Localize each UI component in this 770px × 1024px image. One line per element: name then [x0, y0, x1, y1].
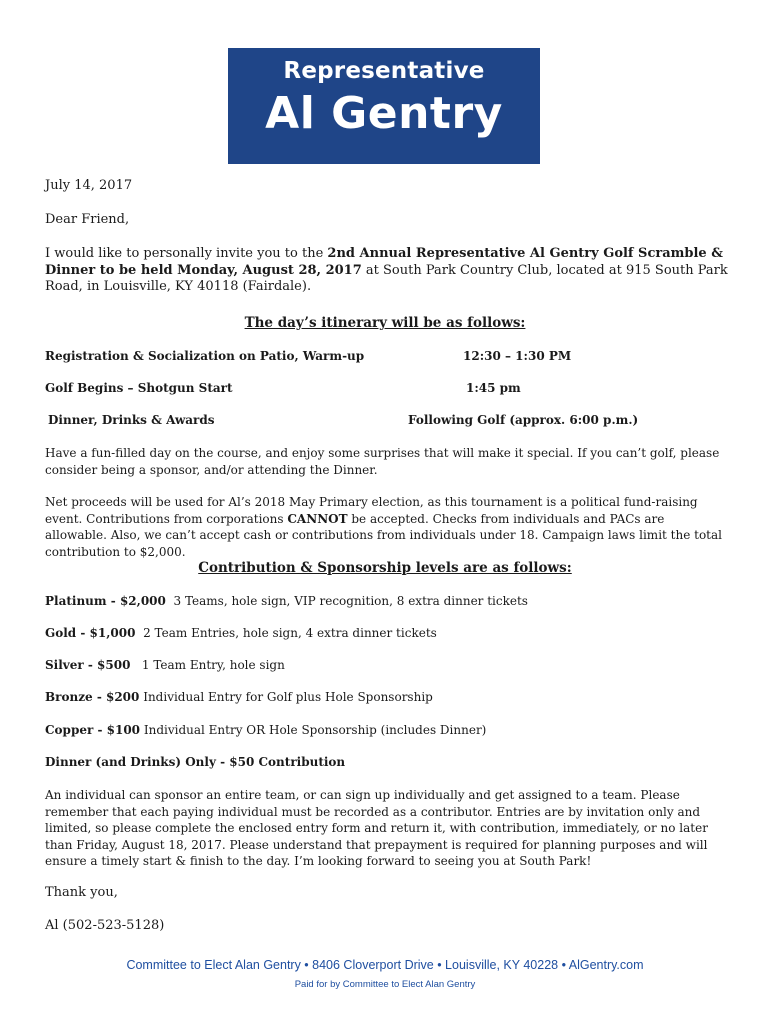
level-name: Bronze - $200 — [45, 690, 140, 704]
footer-paid-for: Paid for by Committee to Elect Alan Gentry — [294, 979, 476, 990]
intro-text-post: at South Park Country Club, located at 915 South Park Road, in Louisville, KY 40118 (Fairdale). — [45, 262, 728, 294]
level-name: Gold - $1,000 — [45, 626, 136, 640]
itinerary-event: Golf Begins – Shotgun Start — [45, 381, 233, 395]
campaign-logo — [228, 48, 540, 164]
logo-line-representative: Representative — [283, 58, 485, 84]
net-text-post: be accepted. Checks from individuals and PACs are allowable. Also, we can’t accept cash or contributions from individuals under 18. Campaign laws limit the total contribution to $2,000. — [45, 511, 722, 559]
level-desc: 2 Team Entries, hole sign, 4 extra dinner tickets — [135, 626, 437, 640]
net-text-bold: CANNOT — [287, 511, 348, 526]
level-desc: 3 Teams, hole sign, VIP recognition, 8 extra dinner tickets — [165, 594, 528, 608]
net-proceeds-paragraph — [45, 494, 730, 560]
level-name: Platinum - $2,000 — [45, 594, 166, 608]
letter-date: July 14, 2017 — [45, 178, 133, 193]
level-desc: Individual Entry for Golf plus Hole Sponsorship — [139, 690, 433, 704]
itinerary-heading: The day’s itinerary will be as follows: — [244, 315, 526, 331]
salutation: Dear Friend, — [45, 212, 130, 227]
net-text-pre: Net proceeds will be used for Al’s 2018 May Primary election, as this tournament is a political fund-raising event. Contributions from corporations — [45, 495, 698, 526]
itinerary-row — [45, 381, 725, 395]
closing: Thank you, — [45, 885, 118, 900]
itinerary-row — [45, 349, 725, 363]
intro-text-pre: I would like to personally invite you to the — [45, 246, 328, 261]
intro-text-bold: 2nd Annual Representative Al Gentry Golf Scramble & Dinner to be held Monday, August 28, 2017 — [45, 246, 723, 278]
level-name: Copper - $100 — [45, 723, 141, 737]
sponsor-paragraph: An individual can sponsor an entire team, or can sign up individually and get assigned to a team. Please remember that each paying individual must be recorded as a contributor. Entries are by invitation only and limited, so please complete the enclosed entry form and return it, with contribution, immediately, or no later than Friday, August 18, 2017. Please understand that prepayment is required for planning purposes and will ensure a timely start & finish to the day. I’m looking forward to seeing you at South Park! — [45, 788, 708, 868]
level-item — [45, 690, 735, 704]
footer-address: Committee to Elect Alan Gentry • 8406 Cloverport Drive • Louisville, KY 40228 • AlGentry.com — [126, 958, 644, 972]
level-item — [45, 626, 735, 640]
itinerary-event: Registration & Socialization on Patio, Warm-up — [45, 349, 365, 363]
itinerary-time: Following Golf (approx. 6:00 p.m.) — [408, 413, 639, 427]
level-item — [45, 594, 735, 608]
intro-paragraph — [45, 246, 730, 296]
level-item — [45, 658, 735, 672]
signature: Al (502-523-5128) — [45, 918, 165, 933]
logo-line-name: Al Gentry — [265, 88, 503, 139]
level-name: Dinner (and Drinks) Only - $50 Contribution — [45, 755, 346, 769]
level-name: Silver - $500 — [45, 658, 131, 672]
level-desc: 1 Team Entry, hole sign — [130, 658, 285, 672]
level-desc: Individual Entry OR Hole Sponsorship (includes Dinner) — [140, 723, 487, 737]
itinerary-event: Dinner, Drinks & Awards — [48, 413, 215, 427]
levels-heading: Contribution & Sponsorship levels are as follows: — [198, 560, 572, 576]
itinerary-time: 1:45 pm — [466, 381, 521, 395]
fun-paragraph: Have a fun-filled day on the course, and enjoy some surprises that will make it special. If you can’t golf, please consider being a sponsor, and/or attending the Dinner. — [45, 446, 720, 477]
itinerary-time: 12:30 – 1:30 PM — [463, 349, 572, 363]
level-item — [45, 755, 735, 769]
itinerary-row — [45, 413, 725, 427]
level-item — [45, 723, 735, 737]
